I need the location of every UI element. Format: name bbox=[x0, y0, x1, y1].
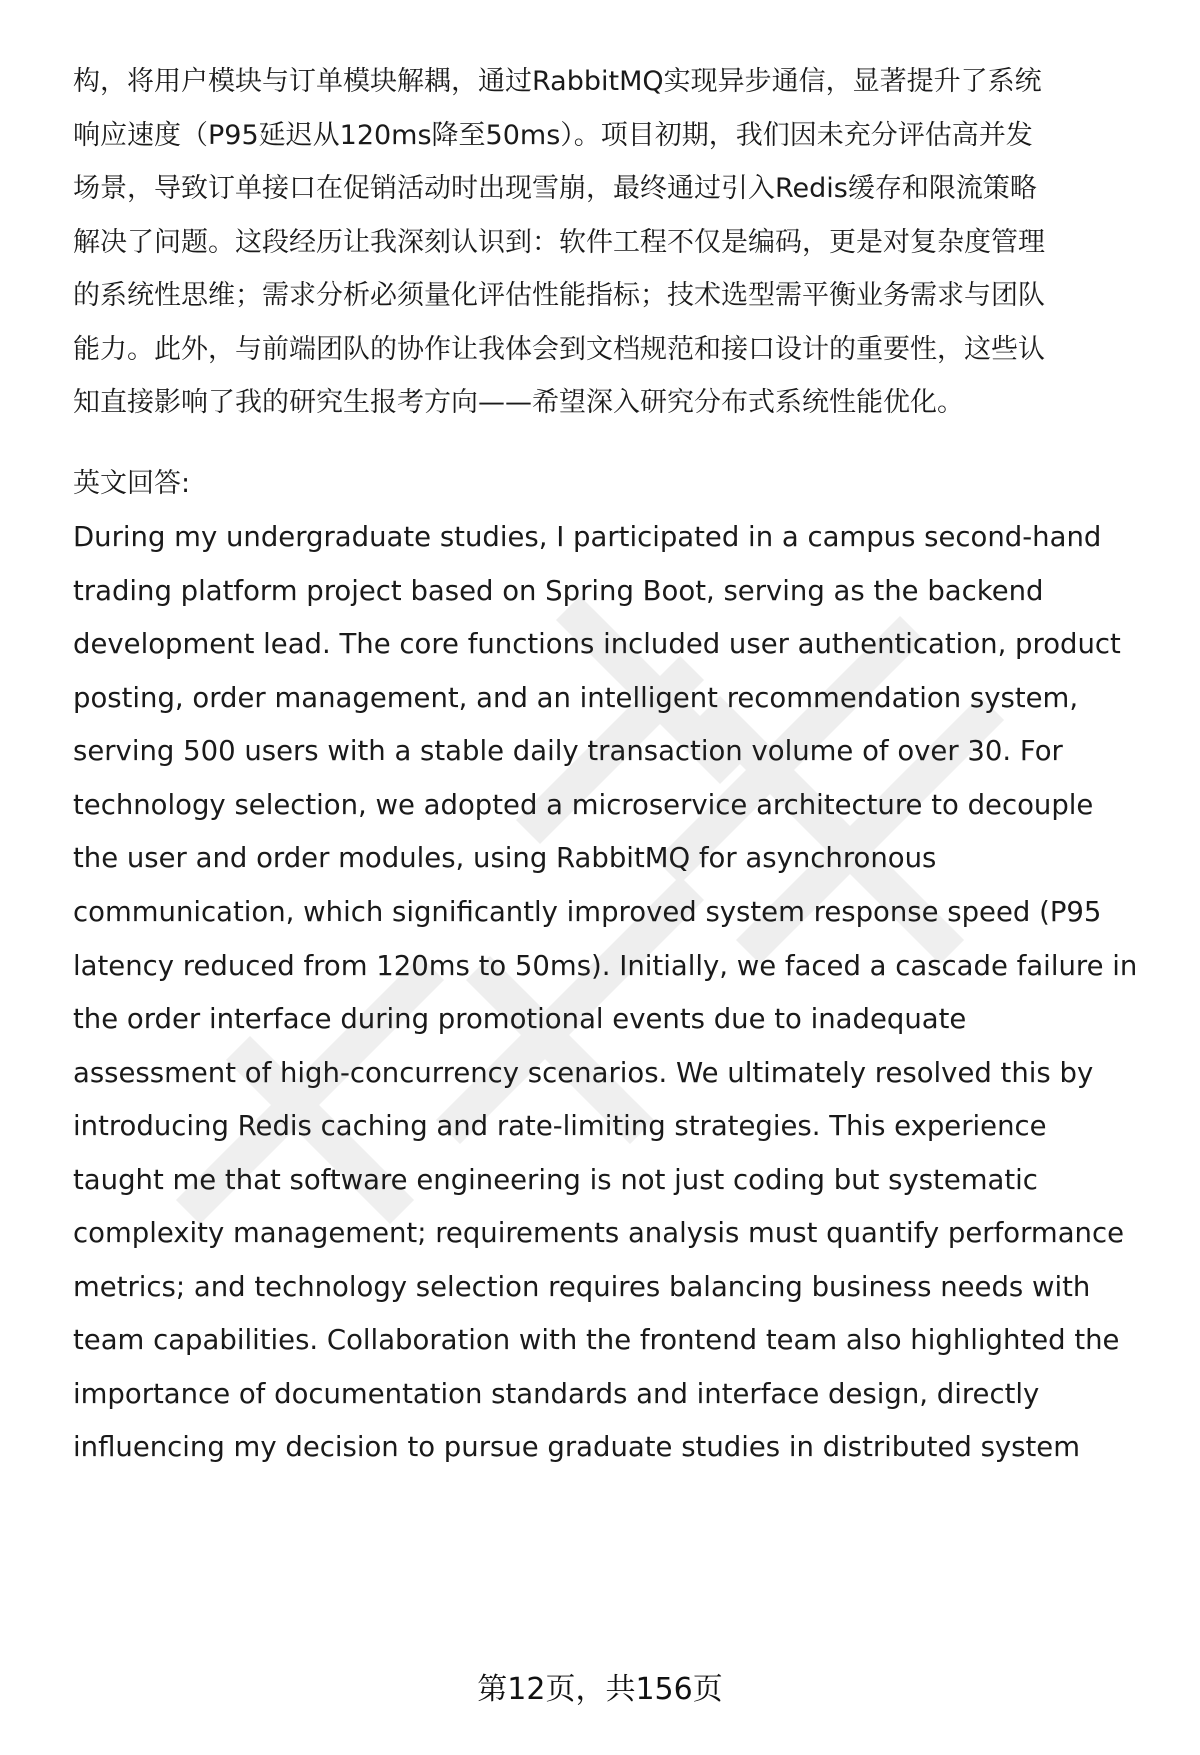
cn-paragraph-line: 解决了问题。这段经历让我深刻认识到：软件工程不仅是编码，更是对复杂度管理 bbox=[73, 227, 1045, 258]
cn-paragraph-line: 知直接影响了我的研究生报考方向——希望深入研究分布式系统性能优化。 bbox=[73, 387, 964, 418]
en-paragraph-line: introducing Redis caching and rate-limiting strategies. This experience bbox=[73, 1110, 1047, 1142]
en-paragraph-line: technology selection, we adopted a microservice architecture to decouple bbox=[73, 789, 1094, 821]
cn-paragraph-line: 的系统性思维；需求分析必须量化评估性能指标；技术选型需平衡业务需求与团队 bbox=[73, 280, 1045, 311]
en-paragraph-line: During my undergraduate studies, I participated in a campus second-hand bbox=[73, 521, 1102, 553]
english-answer-label: 英文回答: bbox=[73, 468, 191, 499]
en-paragraph-line: latency reduced from 120ms to 50ms). Initially, we faced a cascade failure in bbox=[73, 950, 1138, 982]
en-paragraph-line: development lead. The core functions included user authentication, product bbox=[73, 628, 1121, 660]
page-number-footer: 第12页，共156页 bbox=[477, 1672, 723, 1707]
en-paragraph-line: complexity management; requirements analysis must quantify performance bbox=[73, 1217, 1125, 1249]
en-paragraph-line: posting, order management, and an intelligent recommendation system, bbox=[73, 682, 1079, 714]
en-paragraph-line: importance of documentation standards and interface design, directly bbox=[73, 1378, 1040, 1410]
en-paragraph-line: metrics; and technology selection requires balancing business needs with bbox=[73, 1271, 1091, 1303]
en-paragraph-line: the user and order modules, using RabbitMQ for asynchronous bbox=[73, 842, 937, 874]
cn-paragraph-line: 能力。此外，与前端团队的协作让我体会到文档规范和接口设计的重要性，这些认 bbox=[73, 334, 1045, 365]
en-paragraph-line: influencing my decision to pursue graduate studies in distributed system bbox=[73, 1431, 1080, 1463]
en-paragraph-line: assessment of high-concurrency scenarios. We ultimately resolved this by bbox=[73, 1057, 1094, 1089]
en-paragraph-line: the order interface during promotional events due to inadequate bbox=[73, 1003, 967, 1035]
en-paragraph-line: serving 500 users with a stable daily transaction volume of over 30. For bbox=[73, 735, 1063, 767]
cn-paragraph-line: 构，将用户模块与订单模块解耦，通过RabbitMQ实现异步通信，显著提升了系统 bbox=[73, 66, 1042, 97]
en-paragraph-line: team capabilities. Collaboration with the frontend team also highlighted the bbox=[73, 1324, 1120, 1356]
cn-paragraph-line: 响应速度（P95延迟从120ms降至50ms）。项目初期，我们因未充分评估高并发 bbox=[73, 120, 1033, 151]
cn-paragraph-line: 场景，导致订单接口在促销活动时出现雪崩，最终通过引入Redis缓存和限流策略 bbox=[73, 173, 1037, 204]
en-paragraph-line: taught me that software engineering is not just coding but systematic bbox=[73, 1164, 1038, 1196]
en-paragraph-line: communication, which significantly improved system response speed (P95 bbox=[73, 896, 1102, 928]
en-paragraph-line: trading platform project based on Spring Boot, serving as the backend bbox=[73, 575, 1044, 607]
